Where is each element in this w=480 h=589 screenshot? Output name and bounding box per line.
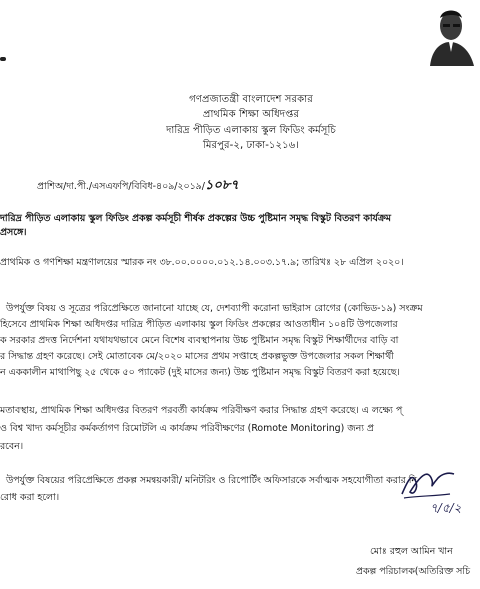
memo-prefix: প্রাশিঅ/দা.পী./এসএফপি/বিবিধ-৪০৯/২০১৯/	[37, 181, 205, 192]
signatory-designation: প্রকল্প পরিচালক(অতিরিক্ত সচি	[356, 566, 471, 577]
body-para1-line: ন এককালীন মাথাপিছু ২৫ থেকে ৫০ প্যাকেট (দুই মাসের জন্য) উচ্চ পুষ্টিমান সমৃদ্ধ বিস্কুট বিতরণ করা হয়েছে।	[0, 367, 400, 378]
body-para1-line: হিসেবে প্রাথমিক শিক্ষা অধিদপ্তর দারিদ্র পীড়িত এলাকায় স্কুল ফিডিং প্রকল্পের আওতাধীন ১০৪টি উপজেলার	[0, 319, 398, 330]
signature-date: ৭/৫/২	[430, 501, 462, 515]
signatory-name: মোঃ রহুল আমিন খান	[370, 546, 453, 557]
memo-number	[37, 180, 239, 193]
handwritten-signature	[398, 458, 458, 504]
memo-number-handwritten: ১০৮৭	[204, 178, 239, 193]
header-program: দারিদ্র পীড়িত এলাকায় স্কুল ফিডিং কর্মসূচি	[166, 125, 336, 136]
body-para1-line: র সিদ্ধান্ত গ্রহণ করেছে। সেই মোতাবেক মে/২০২০ মাসের প্রথম সপ্তাহে প্রকল্পভুক্ত উপজেলার সকল শিক্ষার্থী	[0, 351, 394, 362]
header-government: গণপ্রজাতন্ত্রী বাংলাদেশ সরকার	[189, 94, 313, 105]
body-para1-line: উপর্যুক্ত বিষয় ও সূত্রের পরিপ্রেক্ষিতে জানানো যাচ্ছে যে, দেশব্যাপী করোনা ভাইরাস রোগের (কোভিড-১৯) সংক্রম	[6, 303, 423, 314]
header-directorate: প্রাথমিক শিক্ষা অধিদপ্তর	[202, 109, 300, 120]
subject-line-1: দারিদ্র পীড়িত এলাকায় স্কুল ফিডিং প্রকল্প কর্মসূচী শীর্ষক প্রকল্পের উচ্চ পুষ্টিমান সমৃদ্ধ বিস্কুট বিতরণ কার্যক্রম	[0, 213, 391, 224]
reference-line: প্রাথমিক ও গণশিক্ষা মন্ত্রণালয়ের স্মারক নং ৩৮.০০.০০০০.০১২.১৪.০০৩.১৭.৯; তারিখঃ ২৮ এপ্রিল ২০২০।	[0, 257, 404, 268]
portrait-image	[416, 0, 480, 66]
header-address: মিরপুর-২, ঢাকা-১২১৬।	[202, 140, 300, 151]
body-para2-line: মতাবস্থায়, প্রাথমিক শিক্ষা অধিদপ্তর বিতরণ পরবর্তী কার্যক্রম পরিবীক্ষণ করার সিদ্ধান্ত গ্রহণ করেছে। এ লক্ষ্যে প্	[0, 405, 403, 416]
body-para2-line: রবেন।	[0, 441, 24, 452]
subject-line-2: প্রসঙ্গে।	[0, 227, 27, 238]
body-para1-line: ক সরকার প্রদত্ত নির্দেশনা যথাযথভাবে মেনে বিশেষ ব্যবস্থাপনায় উচ্চ পুষ্টিমান সমৃদ্ধ বিস্কুট শিক্ষার্থীদের বাড়ি বা	[0, 335, 399, 346]
body-para3-line: উপর্যুক্ত বিষয়ের পরিপ্রেক্ষিতে প্রকল্প সমন্বয়কারী/ মনিটরিং ও রিপোর্টিং অফিসারকে সর্বাত্মক সহযোগীতা করার নি	[6, 475, 418, 486]
body-para2-line: ও বিশ্ব খাদ্য কর্মসূচীর কর্মকর্তাগণ রিমোটলি এ কার্যক্রম পরিবীক্ষণের (Romote Monitoring) জন্য প্র	[0, 423, 374, 434]
scan-mark	[0, 57, 6, 61]
body-para3-line: রোধ করা হলো।	[0, 492, 60, 503]
